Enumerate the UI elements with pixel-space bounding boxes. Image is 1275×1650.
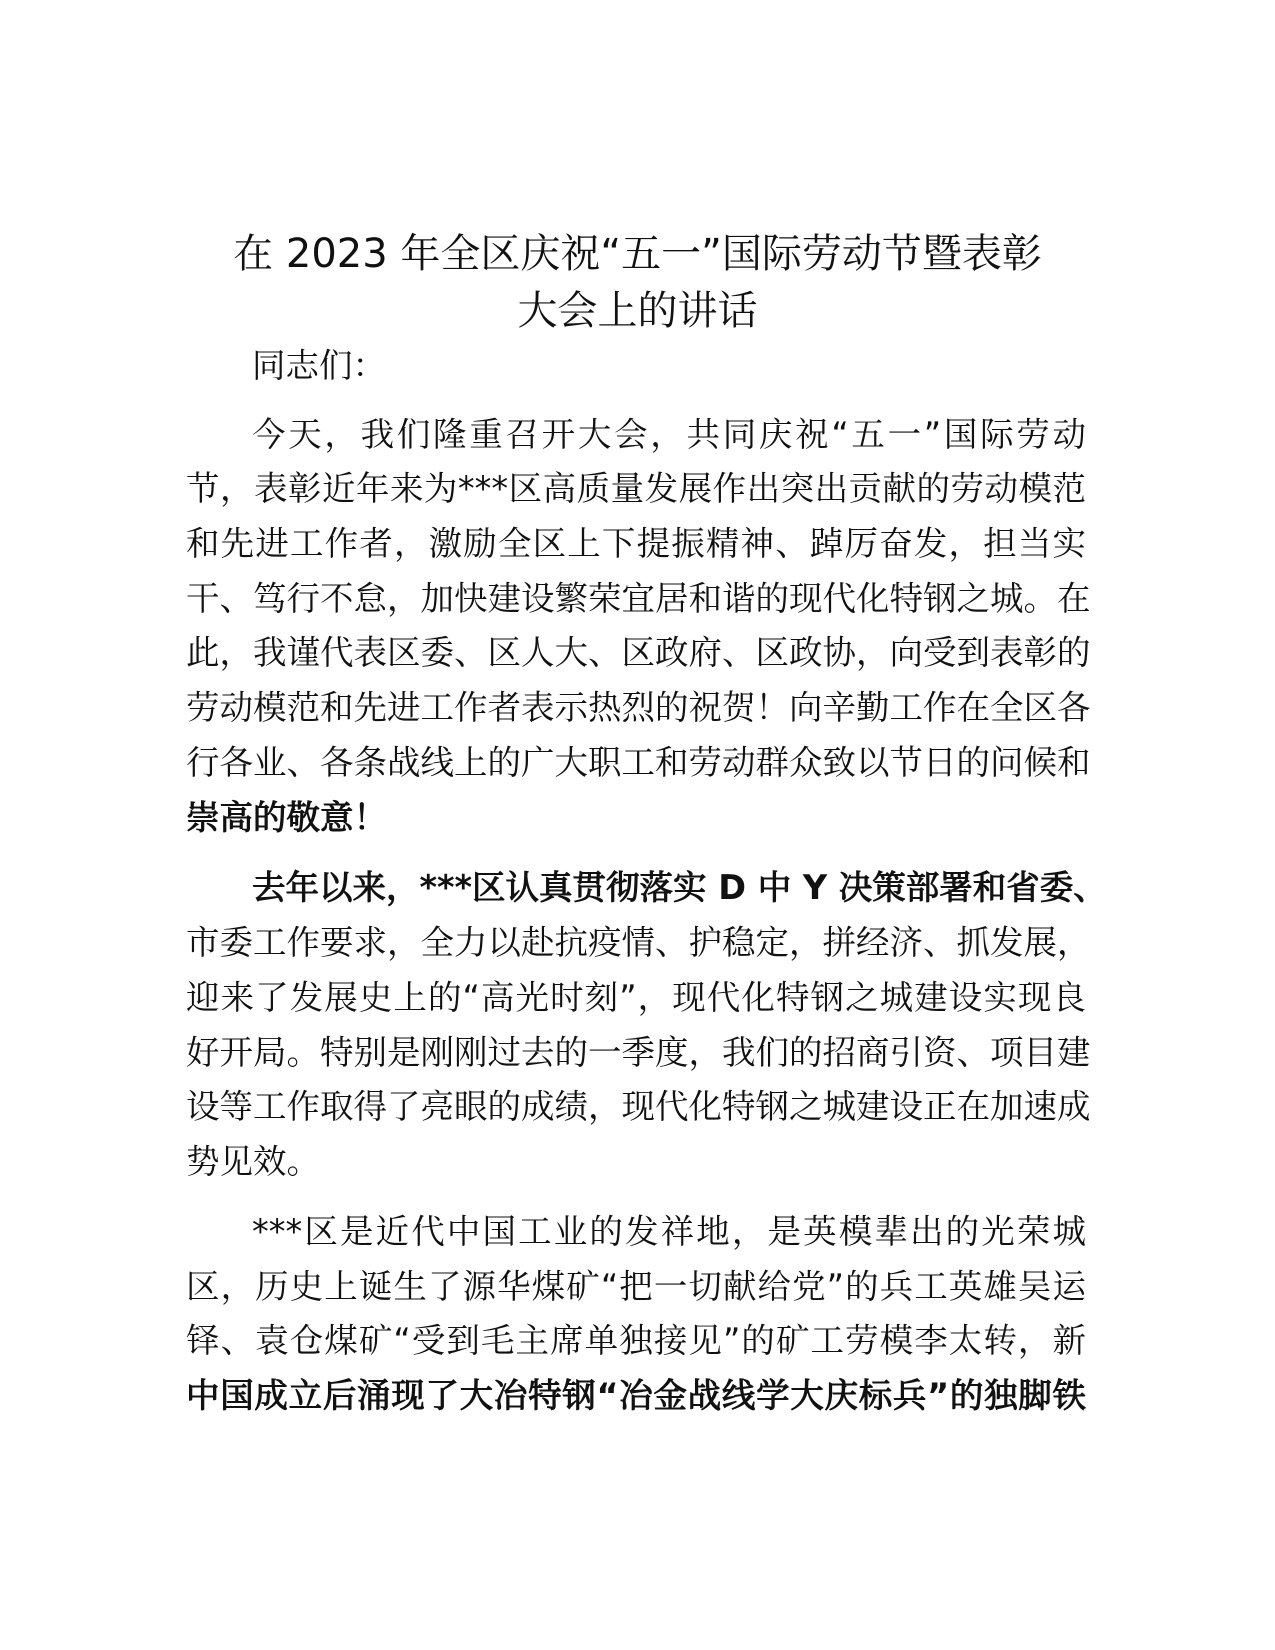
paragraph-1-line-6: 劳动模范和先进工作者表示热烈的祝贺！向辛勤工作在全区各 [186, 688, 1091, 727]
paragraph-3-line-3: 铎、袁仓煤矿“受到毛主席单独接见”的矿工劳模李太转，新 [186, 1321, 1086, 1360]
paragraph-1-line-5: 此，我谨代表区委、区人大、区政府、区政协，向受到表彰的 [186, 633, 1091, 672]
paragraph-2-line-5: 设等工作取得了亮眼的成绩，现代化特钢之城建设正在加速成 [186, 1087, 1091, 1126]
document-title-line-2: 大会上的讲话 [517, 288, 758, 334]
paragraph-1-line-4: 干、笃行不怠，加快建设繁荣宜居和谐的现代化特钢之城。在 [186, 579, 1091, 618]
paragraph-1-line-8: 崇高的敬意！ [186, 798, 387, 837]
paragraph-3-line-1: ***区是近代中国工业的发祥地，是英模辈出的光荣城 [252, 1212, 1086, 1251]
paragraph-1-line-7: 行各业、各条战线上的广大职工和劳动群众致以节日的问候和 [186, 743, 1091, 782]
greeting: 同志们： [252, 346, 386, 385]
paragraph-1-line-3: 和先进工作者，激励全区上下提振精神、踔厉奋发，担当实 [186, 524, 1086, 563]
paragraph-1-line-1: 今天，我们隆重召开大会，共同庆祝“五一”国际劳动 [252, 415, 1086, 454]
paragraph-2-line-2: 市委工作要求，全力以赴抗疫情、护稳定，拼经济、抓发展， [186, 923, 1091, 962]
paragraph-2-line-3: 迎来了发展史上的“高光时刻”，现代化特钢之城建设实现良 [186, 978, 1086, 1017]
paragraph-2-line-6: 势见效。 [186, 1142, 320, 1181]
paragraph-3-line-4: 中国成立后涌现了大冶特钢“冶金战线学大庆标兵”的独脚铁 [186, 1376, 1086, 1415]
paragraph-1-line-2: 节，表彰近年来为***区高质量发展作出突出贡献的劳动模范 [186, 469, 1086, 508]
paragraph-2-line-1: 去年以来，***区认真贯彻落实 D 中 Y 决策部署和省委、 [252, 868, 1107, 907]
document-title-line-1: 在 2023 年全区庆祝“五一”国际劳动节暨表彰 [233, 231, 1042, 277]
paragraph-2-line-4: 好开局。特别是刚刚过去的一季度，我们的招商引资、项目建 [186, 1033, 1091, 1072]
paragraph-3-line-2: 区，历史上诞生了源华煤矿“把一切献给党”的兵工英雄吴运 [186, 1267, 1086, 1306]
